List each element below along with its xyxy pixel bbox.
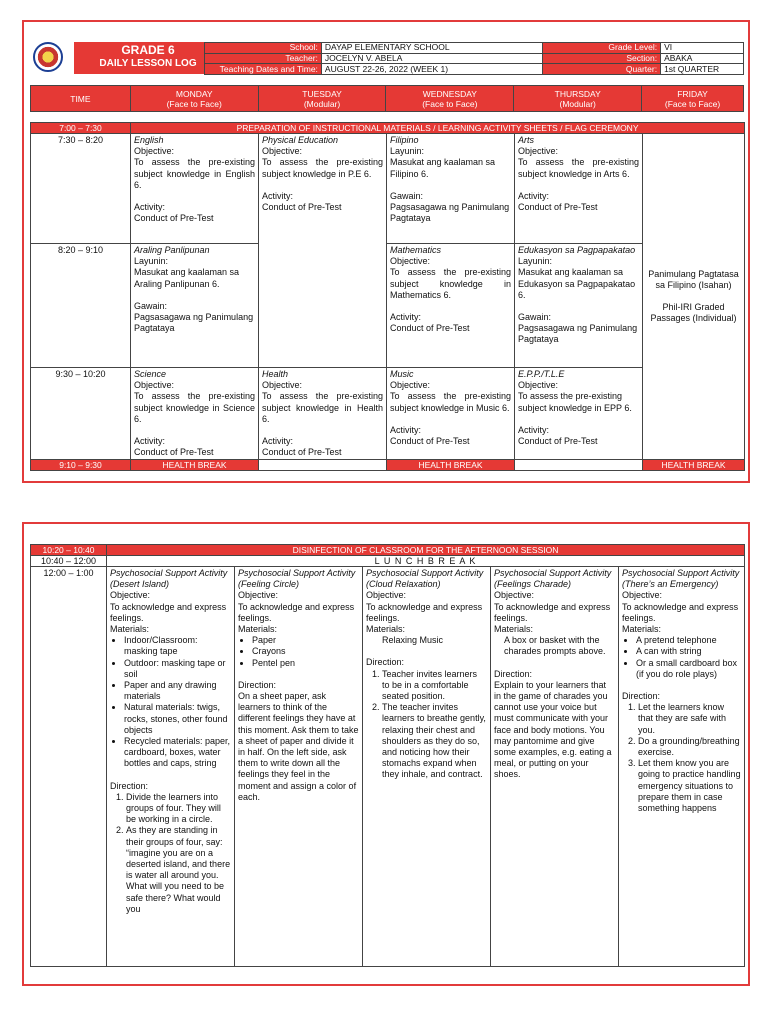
day-header-monday: MONDAY (Face to Face) bbox=[130, 86, 258, 112]
break-monday: HEALTH BREAK bbox=[131, 460, 259, 471]
lesson-thursday-esp: Edukasyon sa Pagpapakatao Layunin: Masukat ang kaalaman sa Edukasyon sa Pagpapakatao 6. Gawain: Pagsasagawa ng Panimulang Pagtataya bbox=[515, 244, 643, 368]
day-header-wednesday: WEDNESDAY (Face to Face) bbox=[386, 86, 514, 112]
deped-seal-icon bbox=[33, 42, 63, 72]
lesson-tuesday-pe: Physical Education Objective: To assess the pre-existing subject knowledge in P.E 6. Activity: Conduct of Pre-Test bbox=[259, 134, 387, 368]
disinfect-banner: DISINFECTION OF CLASSROOM FOR THE AFTERNOON SESSION bbox=[107, 545, 745, 556]
lesson-wednesday-math: Mathematics Objective: To assess the pre-existing subject knowledge in Mathematics 6. Activity: Conduct of Pre-Test bbox=[387, 244, 515, 368]
title-banner bbox=[74, 42, 222, 74]
disinfect-time: 10:20 – 10:40 bbox=[31, 545, 107, 556]
lesson-log-page-2 bbox=[22, 522, 750, 986]
day-header-thursday: THURSDAY (Modular) bbox=[514, 86, 642, 112]
prep-banner: PREPARATION OF INSTRUCTIONAL MATERIALS / LEARNING ACTIVITY SHEETS / FLAG CEREMONY bbox=[131, 123, 745, 134]
break-tuesday-empty bbox=[259, 460, 387, 471]
day-header-time: TIME bbox=[31, 86, 131, 112]
dates-label: Teaching Dates and Time: bbox=[205, 64, 322, 75]
day-header-friday: FRIDAY (Face to Face) bbox=[642, 86, 744, 112]
pss-tuesday: Psychosocial Support Activity (Feeling Circle) Objective: To acknowledge and express feelings. Materials: • Paper • Crayons • Pentel pen Direction: On a sheet paper, ask learners to think of the different feelings they have at this moment. Ask them to take a sheet of paper and divide it in half. On the left side, ask them to write down all the feelings they feel in the moment and assign a color of each. bbox=[235, 567, 363, 967]
time-slot-3: 9:30 – 10:20 bbox=[31, 368, 131, 460]
tuesday-materials-list: • Paper • Crayons • Pentel pen bbox=[252, 635, 359, 669]
day-header-tuesday: TUESDAY (Modular) bbox=[258, 86, 386, 112]
lunch-banner: L U N C H B R E A K bbox=[107, 556, 745, 567]
monday-materials-list: • Indoor/Classroom: masking tape • Outdoor: masking tape or soil • Paper and any drawing materials • Natural materials: twigs, rocks, stones, other found objects • Recycled materials: paper, cardboard, boxes, water bottles and caps, string bbox=[124, 635, 231, 769]
pss-wednesday: Psychosocial Support Activity (Cloud Relaxation) Objective: To acknowledge and express feelings. Materials: Relaxing Music Direction: 1. Teacher invites learners to be in a comfortable seated position. 2. The teacher invites learners to breathe gently, relaxing their chest and shoulders as they do so, and noticing how their stomachs expand when they inhale, and contract. bbox=[363, 567, 491, 967]
lesson-friday-assessment: Panimulang Pagtatasa sa Filipino (Isahan) Phil-IRI Graded Passages (Individual) bbox=[643, 134, 745, 460]
teacher-value: JOCELYN V. ABELA bbox=[321, 53, 543, 64]
grade-level-label: Grade Level: bbox=[543, 43, 661, 54]
grade-level-value: VI bbox=[661, 43, 744, 54]
teacher-label: Teacher: bbox=[205, 53, 322, 64]
lesson-monday-ap: Araling Panlipunan Layunin: Masukat ang kaalaman sa Araling Panlipunan 6. Gawain: Pagsasagawa ng Panimulang Pagtataya bbox=[131, 244, 259, 368]
school-label: School: bbox=[205, 43, 322, 54]
section-value: ABAKA bbox=[661, 53, 744, 64]
pss-thursday: Psychosocial Support Activity (Feelings Charade) Objective: To acknowledge and express feelings. Materials: A box or basket with the charades prompts above. Direction: Explain to your learners that in the game of charades you cannot use your voice but must communicate with your face and body motions. You may pantomime and give some examples, e.g. eating a meal, or putting on your shoes. bbox=[491, 567, 619, 967]
log-title: DAILY LESSON LOG bbox=[99, 58, 197, 69]
section-label: Section: bbox=[543, 53, 661, 64]
pss-time: 12:00 – 1:00 bbox=[31, 567, 107, 967]
lesson-tuesday-health: Health Objective: To assess the pre-existing subject knowledge in Health 6. Activity: Conduct of Pre-Test bbox=[259, 368, 387, 460]
lesson-wednesday-music: Music Objective: To assess the pre-existing subject knowledge in Music 6. Activity: Conduct of Pre-Test bbox=[387, 368, 515, 460]
dates-value: AUGUST 22-26, 2022 (WEEK 1) bbox=[321, 64, 543, 75]
pss-friday: Psychosocial Support Activity (There’s an Emergency) Objective: To acknowledge and express feelings. Materials: • A pretend telephone • A can with string • Or a small cardboard box (if you do role plays) Direction: 1. Let the learners know that they are safe with you. 2. Do a grounding/breathing exercise. 3. Let them know you are going to practice handling emergency situations to prepare them in case something happens bbox=[619, 567, 745, 967]
grade-title: GRADE 6 bbox=[121, 43, 175, 57]
break-wednesday: HEALTH BREAK bbox=[387, 460, 515, 471]
quarter-value: 1st QUARTER bbox=[661, 64, 744, 75]
school-value: DAYAP ELEMENTARY SCHOOL bbox=[321, 43, 543, 54]
time-slot-1: 7:30 – 8:20 bbox=[31, 134, 131, 244]
pss-monday: Psychosocial Support Activity (Desert Island) Objective: To acknowledge and express feelings. Materials: • Indoor/Classroom: masking tape • Outdoor: masking tape or soil • Paper and any drawing materials • Natural materials: twigs, rocks, stones, other found objects • Recycled materials: paper, cardboard, boxes, water bottles and caps, string Direction: 1. Divide the learners into groups of four. They will be working in a circle. 2. As they are standing in their groups of four, say: “imagine you are on a deserted island, and there is water all around you. What will you need to be safe there? What would you bbox=[107, 567, 235, 967]
lesson-monday-science: Science Objective: To assess the pre-existing subject knowledge in Science 6. Activity: Conduct of Pre-Test bbox=[131, 368, 259, 460]
lesson-monday-english: English Objective: To assess the pre-existing subject knowledge in English 6. Activity: Conduct of Pre-Test bbox=[131, 134, 259, 244]
monday-steps-list: 1. Divide the learners into groups of four. They will be working in a circle. 2. As they are standing in their groups of four, say: “imagine you are on a deserted island, and there is water all around you. What will you need to be safe there? What would you bbox=[126, 792, 231, 915]
lunch-time: 10:40 – 12:00 bbox=[31, 556, 107, 567]
quarter-label: Quarter: bbox=[543, 64, 661, 75]
break-thursday-empty bbox=[515, 460, 643, 471]
prep-time: 7:00 – 7:30 bbox=[31, 123, 131, 134]
lesson-thursday-arts: Arts Objective: To assess the pre-existing subject knowledge in Arts 6. Activity: Conduct of Pre-Test bbox=[515, 134, 643, 244]
afternoon-schedule-table bbox=[30, 544, 745, 967]
lesson-wednesday-filipino: Filipino Layunin: Masukat ang kaalaman sa Filipino 6. Gawain: Pagsasagawa ng Panimulang Pagtataya bbox=[387, 134, 515, 244]
header-info-table bbox=[204, 42, 744, 75]
break-time: 9:10 – 9:30 bbox=[31, 460, 131, 471]
friday-steps-list: 1. Let the learners know that they are safe with you. 2. Do a grounding/breathing exercise. 3. Let them know you are going to practice handling emergency situations to prepare them in case something happens bbox=[638, 702, 741, 814]
lesson-thursday-epp: E.P.P./T.L.E Objective: To assess the pre-existing subject knowledge in EPP 6. Activity: Conduct of Pre-Test bbox=[515, 368, 643, 460]
morning-schedule-table bbox=[30, 122, 745, 471]
friday-materials-list: • A pretend telephone • A can with string • Or a small cardboard box (if you do role plays) bbox=[636, 635, 741, 680]
wednesday-steps-list: 1. Teacher invites learners to be in a comfortable seated position. 2. The teacher invites learners to breathe gently, relaxing their chest and shoulders as they do so, and noticing how their stomachs expand when they inhale, and contract. bbox=[382, 669, 487, 781]
lesson-log-page-1 bbox=[22, 20, 750, 483]
time-slot-2: 8:20 – 9:10 bbox=[31, 244, 131, 368]
weekday-header bbox=[30, 85, 744, 112]
break-friday: HEALTH BREAK bbox=[643, 460, 745, 471]
